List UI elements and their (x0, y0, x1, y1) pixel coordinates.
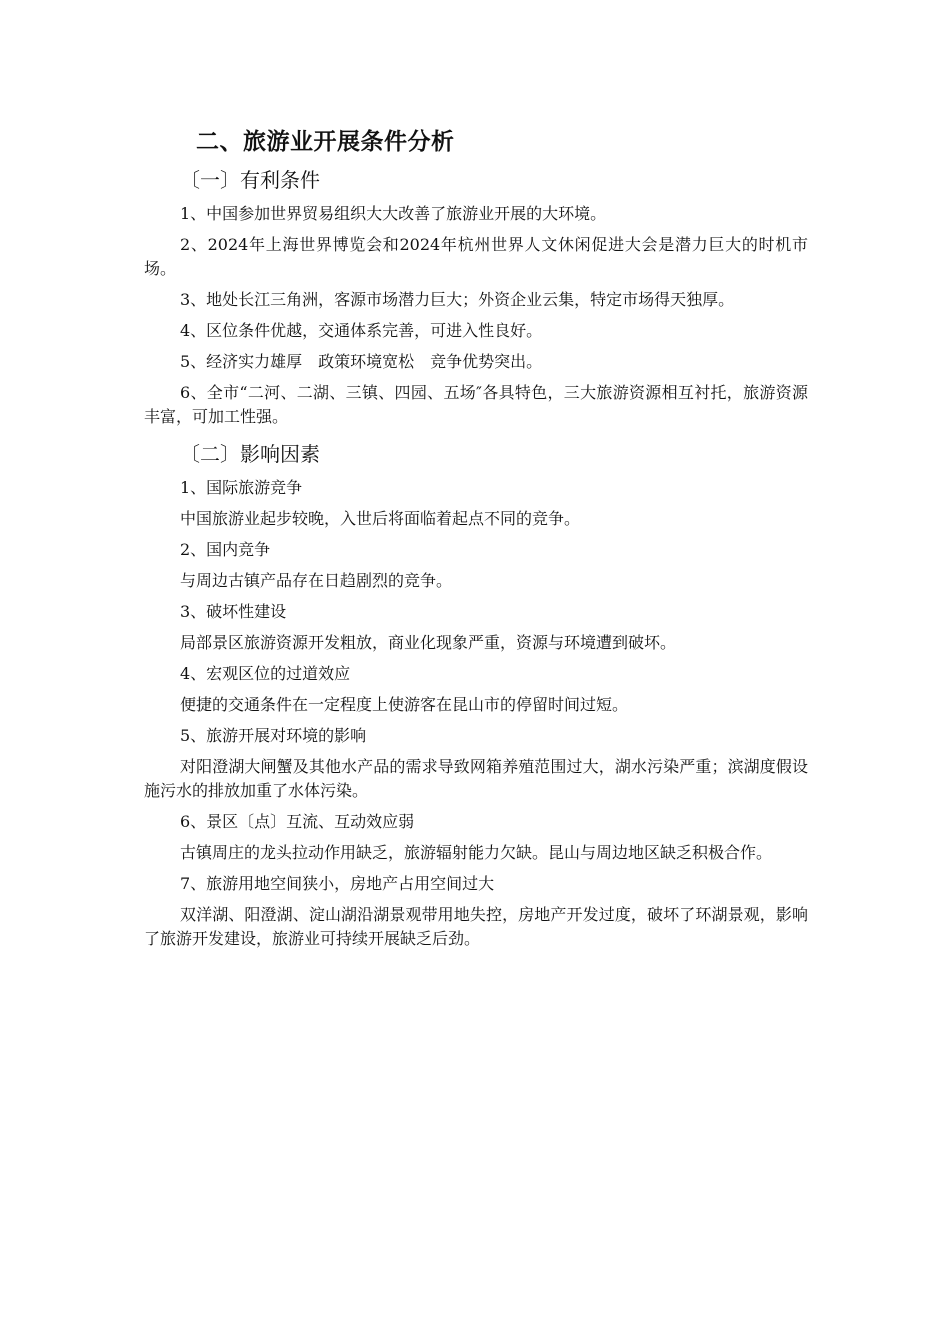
paragraph: 古镇周庄的龙头拉动作用缺乏，旅游辐射能力欠缺。昆山与周边地区缺乏积极合作。 (180, 843, 773, 862)
paragraph: 1、中国参加世界贸易组织大大改善了旅游业开展的大环境。 (180, 204, 607, 223)
paragraph: 6、景区〔点〕互流、互动效应弱 (180, 812, 415, 831)
paragraph: 中国旅游业起步较晚，入世后将面临着起点不同的竞争。 (180, 509, 581, 528)
section-heading-factors: 〔二〕影响因素 (180, 442, 320, 466)
paragraph: 4、区位条件优越，交通体系完善，可进入性良好。 (180, 321, 543, 340)
paragraph: 5、经济实力雄厚 政策环境宽松 竞争优势突出。 (180, 352, 543, 371)
paragraph: 5、旅游开展对环境的影响 (180, 726, 367, 745)
paragraph: 局部景区旅游资源开发粗放，商业化现象严重，资源与环境遭到破坏。 (180, 633, 677, 652)
paragraph: 1、国际旅游竞争 (180, 478, 303, 497)
paragraph: 对阳澄湖大闸蟹及其他水产品的需求导致网箱养殖范围过大，湖水污染严重；滨湖度假设施污水的排放加重了水体污染。 (144, 757, 808, 800)
paragraph: 3、破坏性建设 (180, 602, 287, 621)
paragraph: 2、国内竞争 (180, 540, 271, 559)
paragraph: 2、2024年上海世界博览会和2024年杭州世界人文休闲促进大会是潜力巨大的时机市场。 (144, 235, 808, 278)
paragraph: 与周边古镇产品存在日趋剧烈的竞争。 (180, 571, 453, 590)
paragraph: 双洋湖、阳澄湖、淀山湖沿湖景观带用地失控，房地产开发过度，破坏了环湖景观，影响了旅游开发建设，旅游业可持续开展缺乏后劲。 (144, 905, 808, 948)
document-content (144, 122, 808, 958)
paragraph: 7、旅游用地空间狭小，房地产占用空间过大 (180, 874, 495, 893)
paragraph: 6、全市“二河、二湖、三镇、四园、五场″各具特色，三大旅游资源相互衬托，旅游资源丰富，可加工性强。 (144, 383, 808, 426)
paragraph: 3、地处长江三角洲，客源市场潜力巨大；外资企业云集，特定市场得天独厚。 (180, 290, 735, 309)
paragraph: 便捷的交通条件在一定程度上使游客在昆山市的停留时间过短。 (180, 695, 629, 714)
paragraph: 4、宏观区位的过道效应 (180, 664, 351, 683)
section-heading-favorable: 〔一〕有利条件 (180, 168, 320, 192)
page-title: 二、旅游业开展条件分析 (196, 129, 455, 155)
